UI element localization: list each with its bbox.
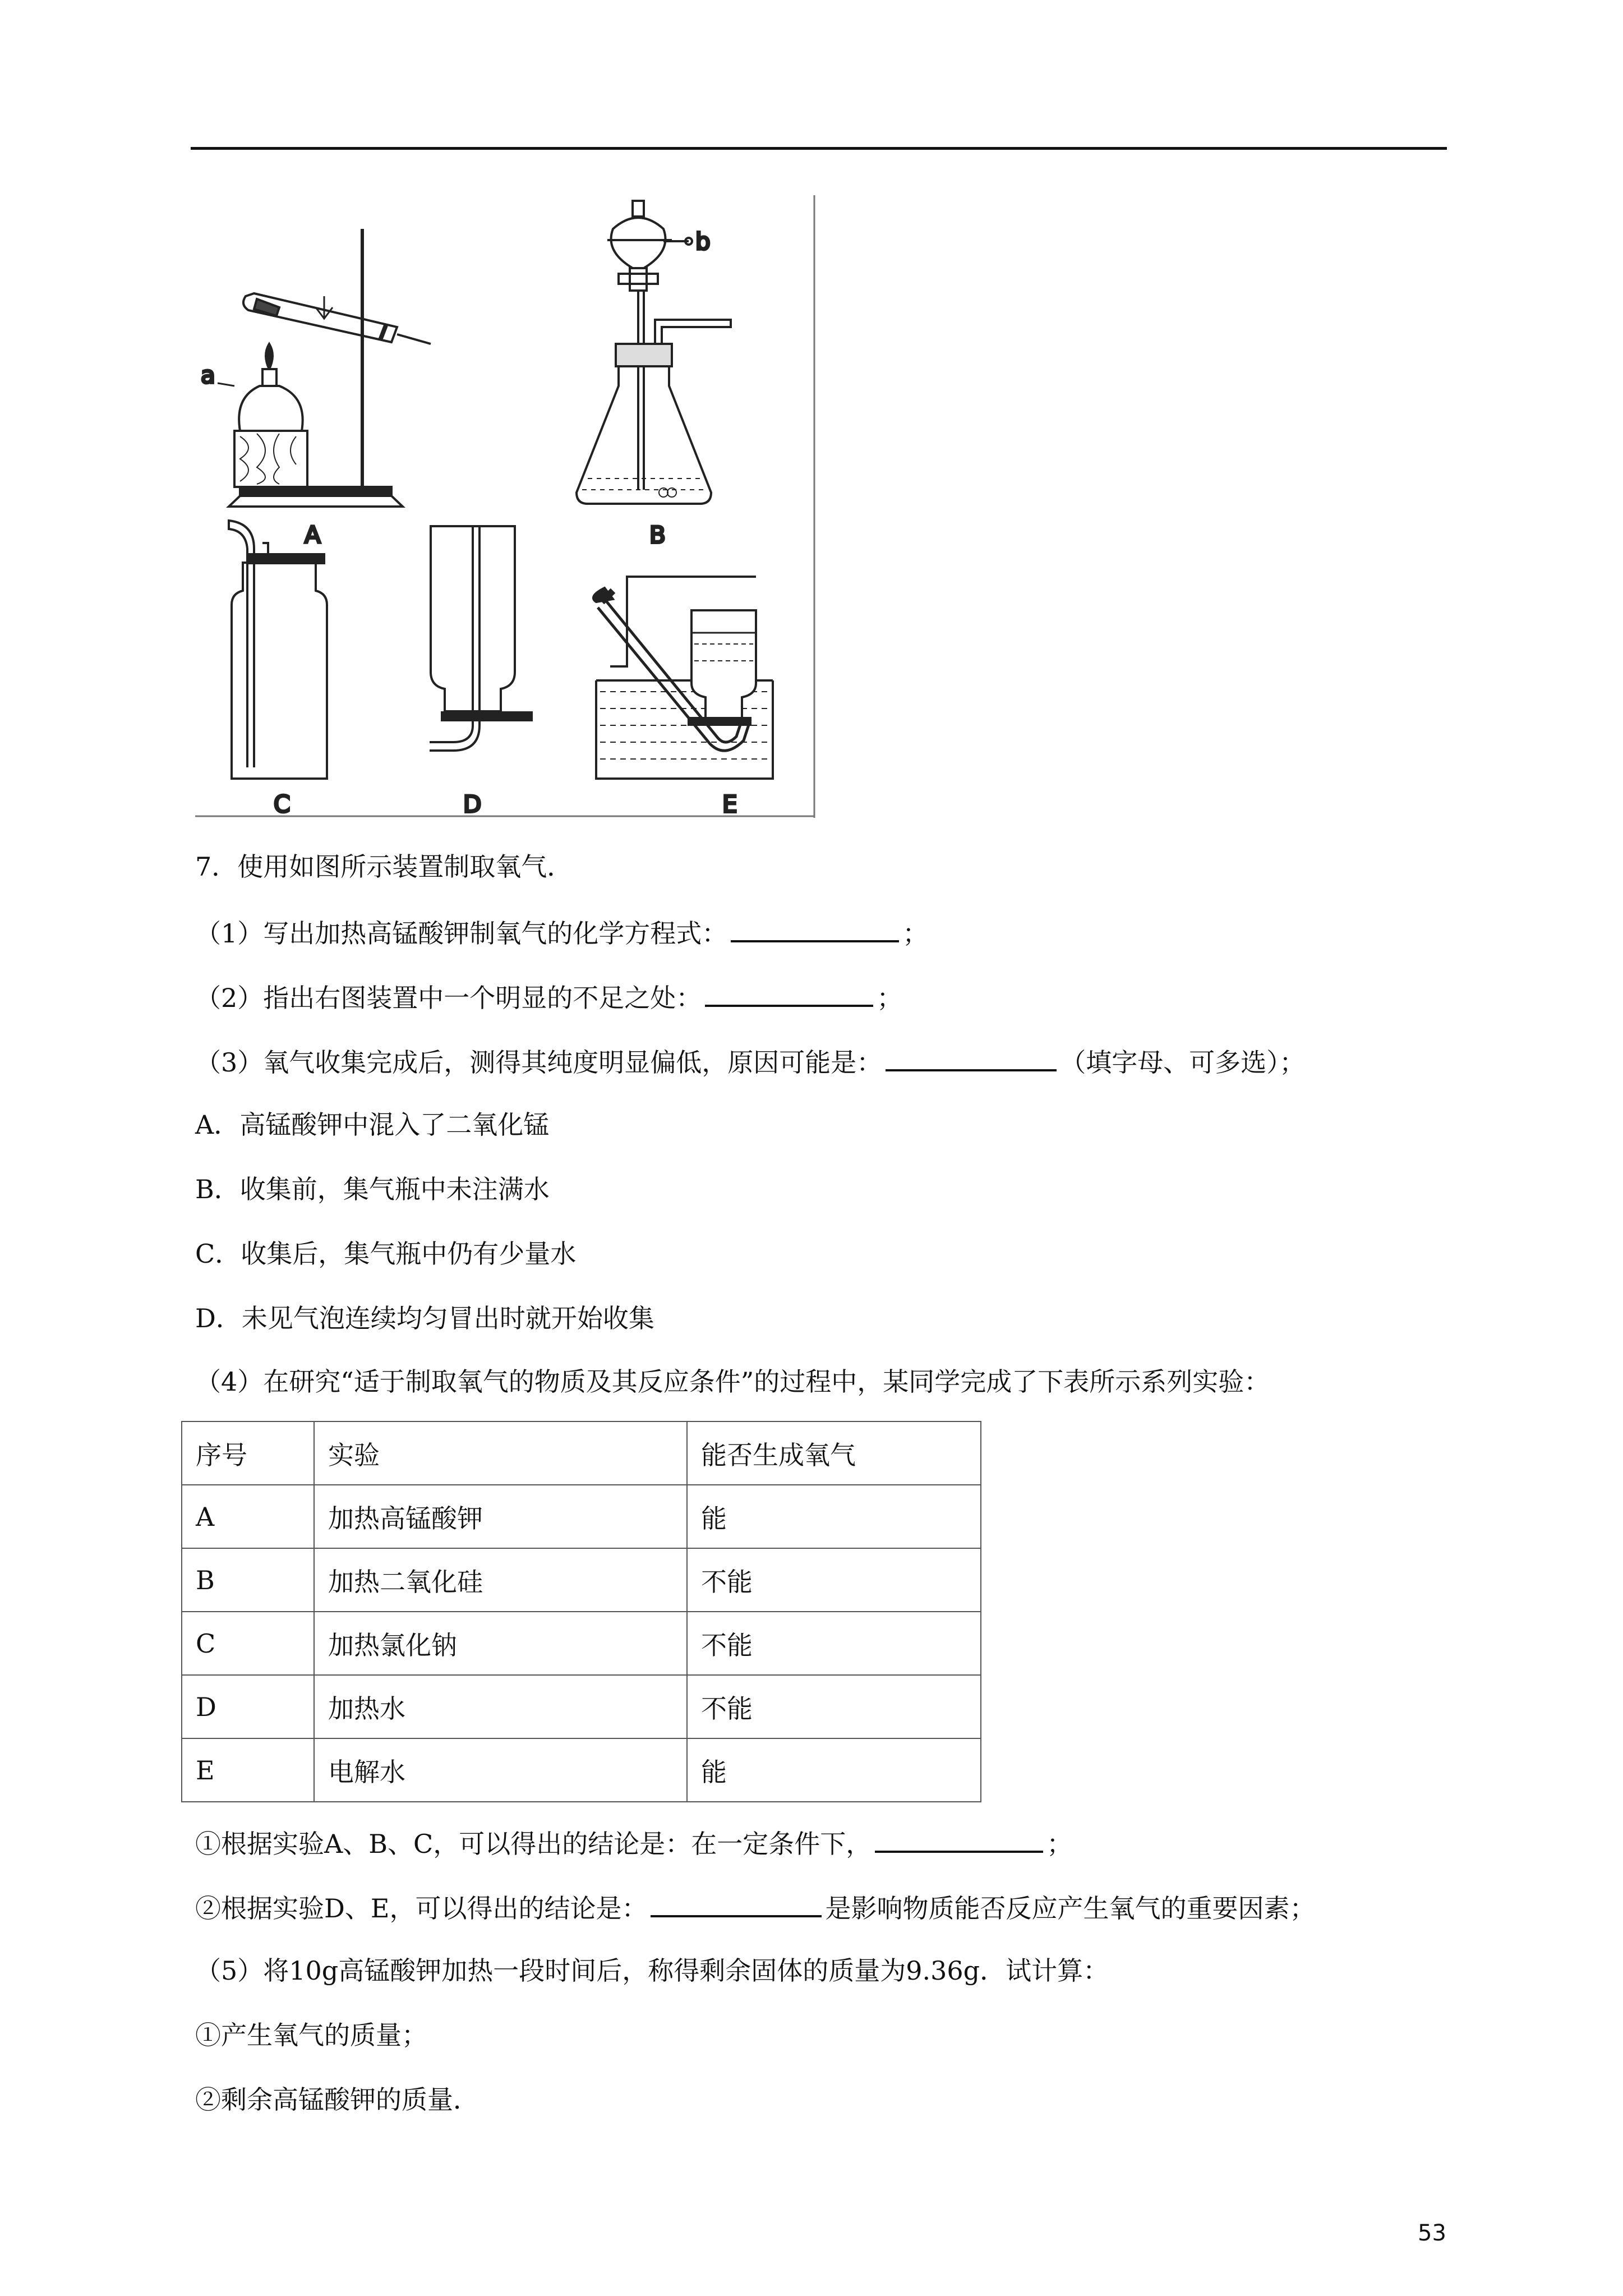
table-cell: 加热氯化钠 <box>314 1612 687 1675</box>
table-cell: 能 <box>687 1485 981 1548</box>
page-number: 53 <box>1418 2220 1446 2246</box>
answer-blank-4[interactable] <box>875 1825 1043 1853</box>
option-c: C．收集后，集气瓶中仍有少量水 <box>195 1239 577 1269</box>
table-row <box>182 1548 981 1612</box>
table-cell: A <box>182 1485 314 1548</box>
label-a: a <box>201 361 215 389</box>
apparatus-c <box>229 521 327 779</box>
answer-blank-3[interactable] <box>886 1043 1057 1071</box>
table-cell: 不能 <box>687 1548 981 1612</box>
answer-blank-5[interactable] <box>651 1889 822 1917</box>
table-cell: 不能 <box>687 1675 981 1738</box>
question-1-text: （1）写出加热高锰酸钾制氧气的化学方程式： <box>195 918 728 949</box>
question-5-intro: （5）将10g高锰酸钾加热一段时间后，称得剩余固体的质量为9.36g．试计算： <box>195 1955 1109 1986</box>
question-2-text: （2）指出右图装置中一个明显的不足之处： <box>195 983 702 1013</box>
table-cell: 不能 <box>687 1612 981 1675</box>
question-4-2-end: 是影响物质能否反应产生氧气的重要因素； <box>825 1893 1316 1924</box>
table-row <box>182 1612 981 1675</box>
header-rule <box>191 147 1447 150</box>
table-cell: 加热水 <box>314 1675 687 1738</box>
question-title: 7．使用如图所示装置制取氧气． <box>195 852 573 882</box>
table-cell: C <box>182 1612 314 1675</box>
table-row <box>182 1485 981 1548</box>
table-cell: 加热高锰酸钾 <box>314 1485 687 1548</box>
label-B: B <box>649 521 666 549</box>
label-E: E <box>722 790 737 818</box>
apparatus-e <box>593 577 773 779</box>
table-header-row <box>182 1421 981 1485</box>
header-cell: 实验 <box>314 1421 687 1485</box>
apparatus-d <box>430 526 532 751</box>
table-cell: 电解水 <box>314 1738 687 1802</box>
header-cell: 序号 <box>182 1421 314 1485</box>
question-1-end: ； <box>902 918 929 949</box>
table-cell: D <box>182 1675 314 1738</box>
question-4-2 <box>195 1889 1315 1925</box>
question-3-text: （3）氧气收集完成后，测得其纯度明显偏低，原因可能是： <box>195 1047 883 1078</box>
table-row <box>182 1738 981 1802</box>
label-A: A <box>305 521 321 549</box>
option-b: B．收集前，集气瓶中未注满水 <box>195 1174 550 1204</box>
label-C: C <box>274 790 291 818</box>
apparatus-a <box>218 229 431 507</box>
question-2-end: ； <box>877 983 903 1013</box>
table-cell: E <box>182 1738 314 1802</box>
table-cell: B <box>182 1548 314 1612</box>
option-a: A．高锰酸钾中混入了二氧化锰 <box>195 1110 550 1140</box>
experiment-table <box>181 1421 981 1802</box>
question-2 <box>195 979 902 1015</box>
question-3-end: （填字母、可多选）； <box>1060 1047 1306 1078</box>
question-4-intro: （4）在研究“适于制取氧气的物质及其反应条件”的过程中，某同学完成了下表所示系列实验： <box>195 1366 1270 1397</box>
question-1 <box>195 914 928 950</box>
question-5-2: ②剩余高锰酸钾的质量． <box>195 2085 479 2115</box>
table-cell: 能 <box>687 1738 981 1802</box>
question-4-1 <box>195 1825 1072 1861</box>
question-5-1: ①产生氧气的质量； <box>195 2020 427 2050</box>
label-D: D <box>463 790 482 818</box>
table-cell: 加热二氧化硅 <box>314 1548 687 1612</box>
header-cell: 能否生成氧气 <box>687 1421 981 1485</box>
question-3 <box>195 1043 1305 1079</box>
question-4-1-text: ①根据实验A、B、C，可以得出的结论是：在一定条件下， <box>195 1829 872 1859</box>
apparatus-figure <box>195 195 818 818</box>
label-b: b <box>695 228 711 255</box>
question-4-1-end: ； <box>1046 1829 1073 1859</box>
table-row <box>182 1675 981 1738</box>
answer-blank-1[interactable] <box>731 914 899 942</box>
option-d: D．未见气泡连续均匀冒出时就开始收集 <box>195 1303 654 1333</box>
question-4-2-text: ②根据实验D、E，可以得出的结论是： <box>195 1893 648 1924</box>
answer-blank-2[interactable] <box>705 979 873 1007</box>
